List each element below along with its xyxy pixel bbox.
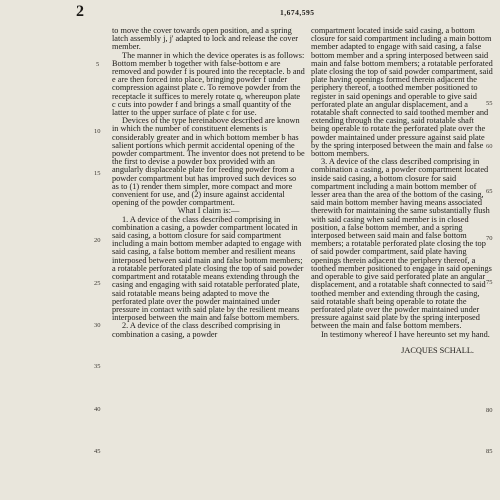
line-number: 5 — [96, 61, 100, 68]
page-number: 2 — [76, 3, 84, 20]
left-column — [112, 27, 305, 339]
claim-2-start: 2. A device of the class described comprising in combination a casing, a powder — [112, 321, 281, 339]
line-number: 15 — [94, 170, 101, 177]
paragraph: to move the cover towards open position, and a spring latch assembly j, j' adapted to lock and release the cover member. — [112, 26, 299, 52]
line-number: 25 — [94, 280, 101, 287]
line-number: 35 — [94, 363, 101, 370]
line-number: 55 — [486, 100, 493, 107]
line-number: 65 — [486, 188, 493, 195]
line-number: 75 — [486, 279, 493, 286]
line-number: 10 — [94, 128, 101, 135]
line-number: 85 — [486, 448, 493, 455]
line-number: 20 — [94, 237, 101, 244]
claim-3: 3. A device of the class described comprising in combination a casing, a powder compartment located inside said casing, a bottom closure for said compartment including a main bottom member of lesser area than the area of the bottom of the casing, said main bottom member having means associated therewith for maintaining the same substantially flush with said casing when said member is in closed position, a false bottom member, and a spring interposed between said main and false bottom members; a rotatable perforated plate closing the top of said powder compartment, said plate having openings therein adjacent the periphery thereof, a toothed member positioned to engage in said openings and operable to give said perforated plate an angular displacement, and a rotatable shaft connected to said toothed member and extending through the casing, said rotatable shaft being operable to rotate the perforated plate over the powder maintained under pressure against said plate by the spring interposed between the main and false bottom members. — [311, 157, 492, 331]
inventor-signature: JACQUES SCHALL. — [401, 345, 474, 355]
line-number: 30 — [94, 322, 101, 329]
line-number: 45 — [94, 448, 101, 455]
claim-1: 1. A device of the class described comprising in combination a casing, a powder compartment located in said casing, a bottom closure for said compartment including a main bottom member adapted to engage with said casing, a false bottom member and resilient means interposed between said main and false bottom members; a rotatable perforated plate closing the top of said powder compartment and rotatable means extending through the casing and engaging with said rotatable perforated plate, said rotatable means being adapted to move the perforated plate over the powder maintained under pressure in contact with said plate by the resilient means interposed between the main and false bottom members. — [112, 214, 304, 323]
line-number: 80 — [486, 407, 493, 414]
patent-number: 1,674,595 — [280, 8, 315, 17]
line-number: 60 — [486, 143, 493, 150]
paragraph: Devices of the type hereinabove described are known in which the number of constituent elements is considerably greater and in which bottom member b has salient portions which permit accidental opening of the powder compartment. The inventor does not pretend to be the first to devise a powder box provided with an angularly displaceable plate for feeding powder from a powder compartment but has improved such devices so as to (1) render them simpler, more compact and more convenient for use, and (2) insure against accidental opening of the powder compartment. — [112, 116, 305, 208]
right-column — [311, 27, 494, 355]
testimony: In testimony whereof I have hereunto set my hand. — [321, 329, 490, 339]
claim-2-continued: compartment located inside said casing, a bottom closure for said compartment including a main bottom member adapted to engage with said casing, a false bottom member and a spring interposed between said main and false bottom members; a rotatable perforated plate closing the top of said powder compartment, said plate having openings formed therein adjacent the periphery thereof, a toothed member positioned to register in said openings and operable to give said perforated plate an angular displacement, and a rotatable shaft connected to said toothed member and extending through the casing, said rotatable shaft being operable to rotate the perforated plate over the powder maintained under pressure against said plate by the spring interposed between the main and false bottom members. — [311, 26, 493, 159]
line-number: 70 — [486, 235, 493, 242]
paragraph: The manner in which the device operates is as follows: Bottom member b together with false-bottom e are removed and powder f is poured into the receptacle. b and e are then forced into place, bringing powder f under compression against plate c. To remove powder from the receptacle it suffices to merely rotate q, whereupon plate c cuts into powder f and brings a small quantity of the latter to the upper surface of plate c for use. — [112, 50, 305, 118]
claims-heading: What I claim is:— — [177, 206, 240, 216]
line-number: 40 — [94, 406, 101, 413]
